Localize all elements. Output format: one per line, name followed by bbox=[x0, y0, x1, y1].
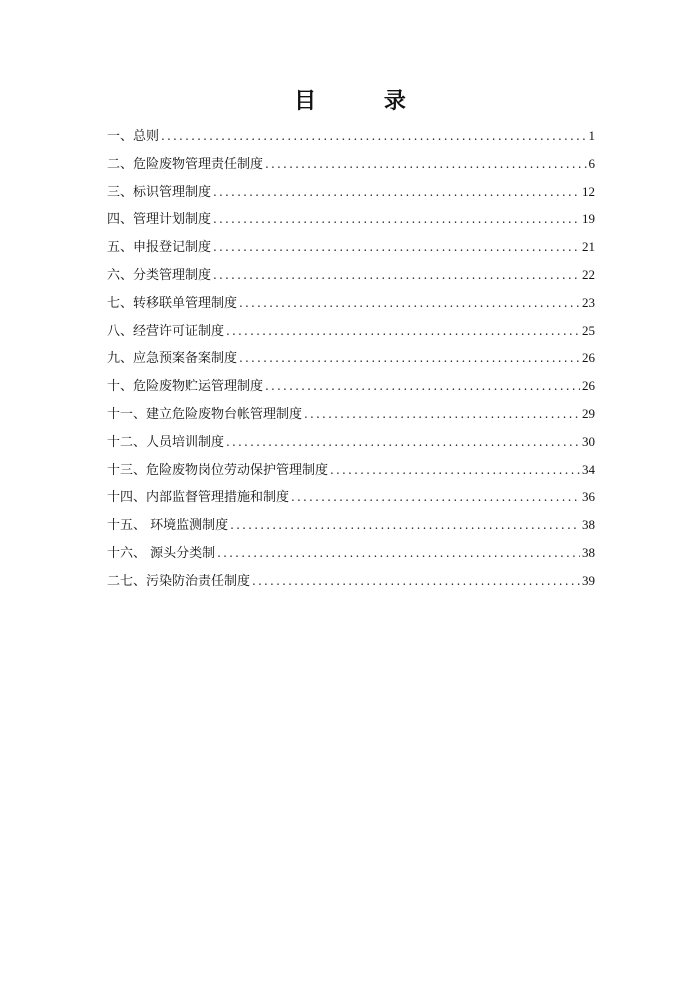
toc-dot-leader bbox=[213, 207, 580, 231]
toc-entry-label: 十一、建立危险废物台帐管理制度 bbox=[107, 406, 303, 422]
toc-entry-label: 十三、危险废物岗位劳动保护管理制度 bbox=[107, 462, 329, 478]
toc-entry-page: 25 bbox=[582, 322, 595, 338]
toc-dot-leader bbox=[217, 541, 580, 565]
toc-dot-leader bbox=[213, 235, 580, 259]
toc-entry[interactable] bbox=[107, 152, 595, 180]
toc-entry[interactable] bbox=[107, 346, 595, 374]
toc-dot-leader bbox=[213, 180, 580, 204]
table-of-contents bbox=[107, 124, 595, 597]
toc-entry[interactable] bbox=[107, 569, 595, 597]
toc-dot-leader bbox=[304, 402, 580, 426]
toc-entry-page: 39 bbox=[582, 572, 595, 588]
toc-entry-label: 二、危险废物管理责任制度 bbox=[107, 156, 264, 172]
toc-dot-leader bbox=[161, 124, 586, 148]
toc-entry-page: 34 bbox=[582, 461, 595, 477]
toc-entry-page: 22 bbox=[582, 266, 595, 282]
toc-dot-leader bbox=[239, 291, 580, 315]
toc-entry-label: 十、危险废物贮运管理制度 bbox=[107, 379, 264, 395]
toc-entry-page: 6 bbox=[588, 155, 595, 171]
toc-dot-leader bbox=[252, 569, 580, 593]
toc-dot-leader bbox=[330, 458, 580, 482]
toc-entry-label: 四、管理计划制度 bbox=[107, 212, 212, 228]
toc-entry[interactable] bbox=[107, 235, 595, 263]
toc-entry-label: 六、分类管理制度 bbox=[107, 267, 212, 283]
toc-dot-leader bbox=[226, 430, 580, 454]
toc-entry[interactable] bbox=[107, 180, 595, 208]
toc-dot-leader bbox=[213, 263, 580, 287]
toc-dot-leader bbox=[226, 319, 580, 343]
toc-dot-leader bbox=[230, 513, 580, 537]
toc-entry-page: 19 bbox=[582, 211, 595, 227]
toc-entry[interactable] bbox=[107, 263, 595, 291]
toc-dot-leader bbox=[265, 374, 580, 398]
toc-entry[interactable] bbox=[107, 319, 595, 347]
toc-entry-label: 十六、 源头分类制 bbox=[107, 545, 216, 561]
toc-entry[interactable] bbox=[107, 207, 595, 235]
toc-dot-leader bbox=[291, 485, 580, 509]
toc-entry-label: 一、总则 bbox=[107, 129, 160, 144]
toc-entry[interactable] bbox=[107, 513, 595, 541]
toc-dot-leader bbox=[239, 346, 580, 370]
toc-entry[interactable] bbox=[107, 124, 595, 152]
toc-entry-label: 十五、 环境监测制度 bbox=[107, 518, 229, 534]
toc-entry-page: 12 bbox=[582, 183, 595, 199]
toc-entry[interactable] bbox=[107, 374, 595, 402]
toc-entry-label: 七、转移联单管理制度 bbox=[107, 295, 238, 311]
toc-entry-label: 三、标识管理制度 bbox=[107, 184, 212, 200]
toc-title: 目 录 bbox=[294, 88, 436, 114]
toc-entry-page: 36 bbox=[582, 489, 595, 505]
toc-entry-label: 十四、内部监督管理措施和制度 bbox=[107, 490, 290, 506]
toc-entry-label: 八、经营许可证制度 bbox=[107, 323, 225, 339]
toc-entry[interactable] bbox=[107, 291, 595, 319]
toc-entry-page: 29 bbox=[582, 405, 595, 421]
toc-entry-page: 26 bbox=[582, 378, 595, 394]
toc-entry[interactable] bbox=[107, 485, 595, 513]
toc-entry-page: 26 bbox=[582, 350, 595, 366]
toc-entry[interactable] bbox=[107, 458, 595, 486]
toc-entry-label: 五、申报登记制度 bbox=[107, 240, 212, 256]
toc-entry[interactable] bbox=[107, 541, 595, 569]
toc-entry-page: 38 bbox=[582, 517, 595, 533]
toc-dot-leader bbox=[265, 152, 586, 176]
toc-entry-page: 21 bbox=[582, 239, 595, 255]
toc-entry-page: 1 bbox=[588, 128, 595, 143]
toc-entry[interactable] bbox=[107, 430, 595, 458]
toc-entry[interactable] bbox=[107, 402, 595, 430]
toc-entry-label: 九、应急预案备案制度 bbox=[107, 351, 238, 367]
toc-entry-page: 23 bbox=[582, 294, 595, 310]
toc-entry-label: 二七、污染防治责任制度 bbox=[107, 573, 251, 589]
toc-entry-page: 38 bbox=[582, 544, 595, 560]
toc-entry-label: 十二、人员培训制度 bbox=[107, 434, 225, 450]
toc-entry-page: 30 bbox=[582, 433, 595, 449]
